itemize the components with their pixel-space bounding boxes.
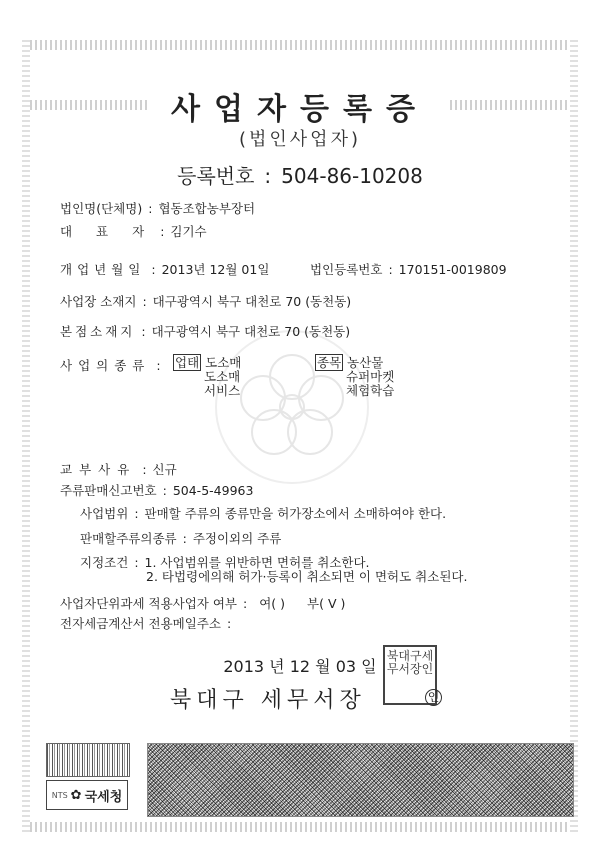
business-kind-column xyxy=(173,356,241,398)
item-entry: 체험학습 xyxy=(346,383,395,398)
tax-yes: 여( ) xyxy=(259,596,286,611)
liquor-value: 504-5-49963 xyxy=(172,483,254,498)
hq-addr-value: 대구광역시 북구 대천로 70 (동천동) xyxy=(151,324,351,339)
business-kind-item: 도소매 xyxy=(205,355,242,370)
condition-row: 지정조건 : 1. 사업범위를 위반하면 면허를 취소한다. xyxy=(80,555,370,570)
corp-reg-label: 법인등록번호 xyxy=(310,262,383,277)
security-pattern xyxy=(147,743,574,817)
item-entry: 농산물 xyxy=(347,355,384,370)
biz-type-row: 사업의종류 : xyxy=(60,358,161,373)
corp-name-row: 법인명(단체명) : 협동조합농부장터 xyxy=(60,201,256,216)
item-column xyxy=(315,356,394,398)
nts-logo-text: 국세청 xyxy=(84,789,123,805)
page-title: 사업자등록증 xyxy=(171,92,429,127)
condition-label: 지정조건 xyxy=(80,555,129,570)
nts-small-text: NTS xyxy=(51,790,68,800)
issue-reason-row: 교부사유 : 신규 xyxy=(60,462,177,477)
tax-unit-row: 사업자단위과세 적용사업자 여부 : 여( ) 부( V ) xyxy=(60,596,346,611)
biz-addr-row: 사업장 소재지 : 대구광역시 북구 대천로 70 (동천동) xyxy=(60,294,352,309)
email-label: 전자세금계산서 전용메일주소 xyxy=(60,616,221,631)
business-kind-item: 서비스 xyxy=(204,383,241,398)
tax-no: 부( V ) xyxy=(307,596,346,611)
official-seal: 북대구세무서장인 xyxy=(383,645,437,705)
liquor-kind-row: 판매할주류의종류 : 주정이외의 주류 xyxy=(80,531,282,546)
corp-reg-row: 법인등록번호 : 170151-0019809 xyxy=(310,262,507,277)
bottom-pattern-band xyxy=(30,822,570,832)
tax-office-name: 북대구 세무서장 xyxy=(170,688,366,713)
liquor-row: 주류판매신고번호 : 504-5-49963 xyxy=(60,483,254,498)
open-date-value: 2013년 12월 01일 xyxy=(161,262,270,277)
email-row: 전자세금계산서 전용메일주소 : xyxy=(60,616,232,631)
reg-value: 504-86-10208 xyxy=(281,164,423,188)
business-kind-tag: 업태 xyxy=(175,355,200,370)
business-kind-item: 도소매 xyxy=(204,369,241,384)
condition-2-row xyxy=(146,567,467,585)
biz-type-label: 사업의종류 xyxy=(60,358,151,373)
liquor-label: 주류판매신고번호 xyxy=(60,483,157,498)
liquor-kind-value: 주정이외의 주류 xyxy=(192,531,282,546)
item-tag: 종목 xyxy=(317,355,342,370)
condition-2: 2. 타법령에의해 허가·등록이 취소되면 이 면허도 취소된다. xyxy=(146,569,468,584)
top-pattern-band xyxy=(30,40,570,50)
item-entry: 슈퍼마켓 xyxy=(346,369,395,384)
liquor-kind-label: 판매할주류의종류 xyxy=(80,531,177,546)
rep-value: 김기수 xyxy=(170,224,207,239)
logo-flower-icon: ✿ xyxy=(70,787,82,803)
corp-reg-value: 170151-0019809 xyxy=(398,262,507,277)
hq-addr-label: 본점소재지 xyxy=(60,324,136,339)
watermark-emblem xyxy=(215,330,369,484)
condition-1: 1. 사업범위를 위반하면 면허를 취소한다. xyxy=(144,555,370,570)
open-date-label: 개업년월일 xyxy=(60,262,146,277)
right-side-band xyxy=(570,40,578,832)
corp-name-label: 법인명(단체명) xyxy=(60,201,143,216)
biz-addr-label: 사업장 소재지 xyxy=(60,294,137,309)
registration-number: 등록번호 : 504-86-10208 xyxy=(177,164,423,188)
scope-value: 판매할 주류의 종류만을 허가장소에서 소매하여야 한다. xyxy=(144,506,447,521)
page-subtitle: (법인사업자) xyxy=(239,129,361,150)
hq-addr-row: 본점소재지 : 대구광역시 북구 대천로 70 (동천동) xyxy=(60,324,351,339)
barcode-pattern xyxy=(46,743,130,777)
left-side-band xyxy=(22,40,30,832)
reg-label: 등록번호 xyxy=(177,164,255,188)
nts-logo xyxy=(46,780,128,810)
biz-addr-value: 대구광역시 북구 대천로 70 (동천동) xyxy=(152,294,352,309)
rep-label: 대 표 자 xyxy=(60,224,155,239)
scope-label: 사업범위 xyxy=(80,506,129,521)
issue-reason-label: 교부사유 xyxy=(60,462,137,477)
seal-mark: 인 xyxy=(425,689,442,706)
rep-row: 대 표 자 : 김기수 xyxy=(60,224,207,239)
issue-reason-value: 신규 xyxy=(152,462,177,477)
open-date-row: 개업년월일 : 2013년 12월 01일 xyxy=(60,262,270,277)
issue-date: 2013 년 12 월 03 일 xyxy=(223,657,377,676)
corp-name-value: 협동조합농부장터 xyxy=(158,201,256,216)
scope-row: 사업범위 : 판매할 주류의 종류만을 허가장소에서 소매하여야 한다. xyxy=(80,506,447,521)
tax-unit-label: 사업자단위과세 적용사업자 여부 xyxy=(60,596,237,611)
